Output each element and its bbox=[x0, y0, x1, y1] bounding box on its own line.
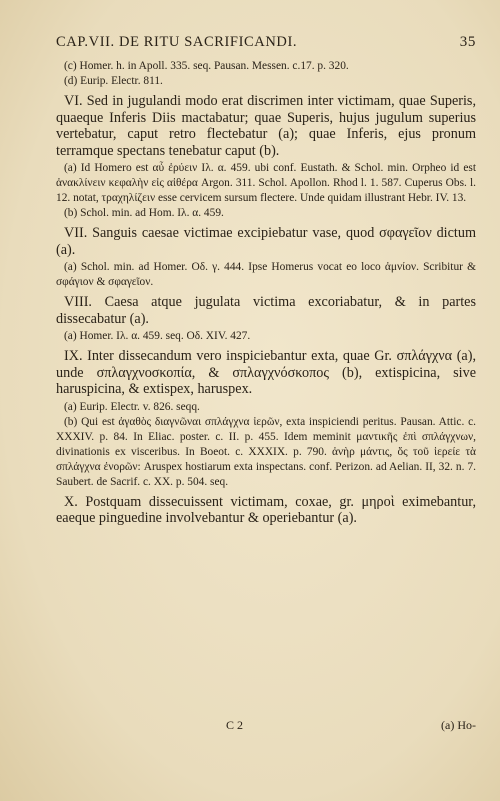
signature-mark: C 2 bbox=[226, 718, 244, 732]
footnote-vii-a: (a) Schol. min. ad Homer. Οδ. γ. 444. Ipse Homerus vocat eo loco ἀμνίον. Scribitur & σφάγιον & σφαγεῖον. bbox=[56, 261, 476, 288]
section-vi: VI. Sed in jugulandi modo erat discrimen inter victimam, quae Superis, quaeque Inferis Diis mactabatur; quae Superis, hujus jugulum superius vertebatur, caput retro flectebatur (a); quae Inferis, ejus pronum terramque spectans tenebatur caput (b). bbox=[56, 93, 476, 159]
running-header bbox=[56, 34, 476, 51]
footnote-vi-a: (a) Id Homero est αὖ ἐρύειν Ιλ. α. 459. ubi conf. Eustath. & Schol. min. Orpheo id est ἀνακλίνειν κεφαλὴν εἰς αἰθέρα Argon. 311. Schol. Apollon. Rhod l. 1. 587. Cuperus Obs. l. 12. notat, τραχηλίζειν esse cervicem sursum flectere. Unde quidam illustrant Hebr. IV. 13. bbox=[56, 162, 476, 204]
footnote-viii-a: (a) Homer. Ιλ. α. 459. seq. Οδ. XIV. 427. bbox=[64, 330, 251, 342]
footnote-ix-b: (b) Qui est ἀγαθὸς διαγνῶναι σπλάγχνα ἱερῶν, exta inspiciendi peritus. Pausan. Attic. c. XXXIV. p. 84. In Eliac. poster. c. II. p. 455. Idem meminit μαντικῆς ἐπὶ σπλάγχνων, divinationis ex visceribus. In Boeot. c. XXXIX. p. 790. ἀνὴρ μάντις, ὅς τοῦ ἱερείε τὰ σπλάγχνα ἐνορῶν: Aruspex hostiarum exta inspectans. conf. Perizon. ad Aelian. II, 32. n. 7. Saubert. de Sacrif. c. XX. p. 504. seq. bbox=[56, 415, 476, 488]
chapter-title: CAP.VII. DE RITU SACRIFICANDI. bbox=[56, 34, 298, 50]
footnote-d: (d) Eurip. Electr. 811. bbox=[64, 75, 163, 87]
page-footer bbox=[56, 718, 476, 733]
footnote-c: (c) Homer. h. in Apoll. 335. seq. Pausan. Messen. c.17. p. 320. bbox=[64, 60, 349, 72]
footnote-vi-b: (b) Schol. min. ad Hom. Ιλ. α. 459. bbox=[64, 207, 224, 219]
page-number: 35 bbox=[459, 34, 476, 50]
section-ix: IX. Inter dissecandum vero inspiciebantur exta, quae Gr. σπλάγχνα (a), unde σπλαγχνοσκοπία, & σπλαγχνόσκοπος (b), extispicina, sive haruspicina, & extispex, haruspex. bbox=[56, 348, 476, 397]
catchword: (a) Ho- bbox=[441, 718, 476, 732]
section-viii: VIII. Caesa atque jugulata victima excoriabatur, & in partes dissecabatur (a). bbox=[56, 294, 476, 327]
section-vii: VII. Sanguis caesae victimae excipiebatur vase, quod σφαγεῖον dictum (a). bbox=[56, 225, 476, 258]
footnote-ix-a: (a) Eurip. Electr. v. 826. seqq. bbox=[64, 400, 200, 413]
section-x: X. Postquam dissecuissent victimam, coxae, gr. μηροὶ eximebantur, eaeque pinguedine involvebantur & operiebantur (a). bbox=[56, 493, 476, 526]
